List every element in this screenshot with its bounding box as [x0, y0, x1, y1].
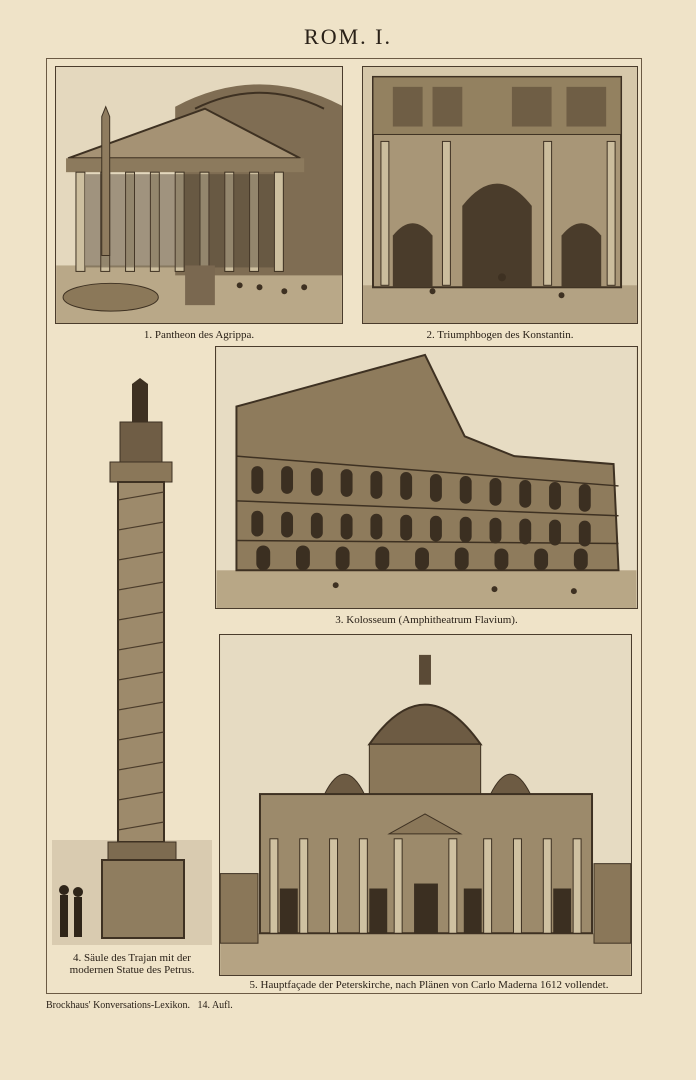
- caption-trajan-line2: modernen Statue des Petrus.: [69, 964, 195, 976]
- caption-st-peters: 5. Hauptfaçade der Peterskirche, nach Plänen von Carlo Maderna 1612 vollendet.: [249, 979, 609, 991]
- figure-arch-of-constantine: [362, 66, 638, 324]
- caption-trajan-line1: 4. Säule des Trajan mit der: [73, 952, 191, 964]
- st-peters-engraving: [220, 635, 631, 975]
- page-title: ROM. I.: [304, 24, 392, 49]
- caption-pantheon: 1. Pantheon des Agrippa.: [143, 329, 255, 341]
- figure-pantheon: [55, 66, 343, 324]
- figure-trajan-column: [52, 360, 212, 945]
- caption-arch: 2. Triumphbogen des Konstantin.: [426, 329, 574, 341]
- footer-publisher: Brockhaus' Konversations-Lexikon. 14. Aufl.: [46, 1000, 233, 1011]
- caption-colosseum: 3. Kolosseum (Amphitheatrum Flavium).: [335, 614, 518, 626]
- arch-engraving: [363, 67, 637, 323]
- figure-st-peters: [219, 634, 632, 976]
- pantheon-engraving: [56, 67, 342, 323]
- colosseum-engraving: [216, 347, 637, 608]
- trajan-column-engraving: [52, 360, 212, 945]
- figure-colosseum: [215, 346, 638, 609]
